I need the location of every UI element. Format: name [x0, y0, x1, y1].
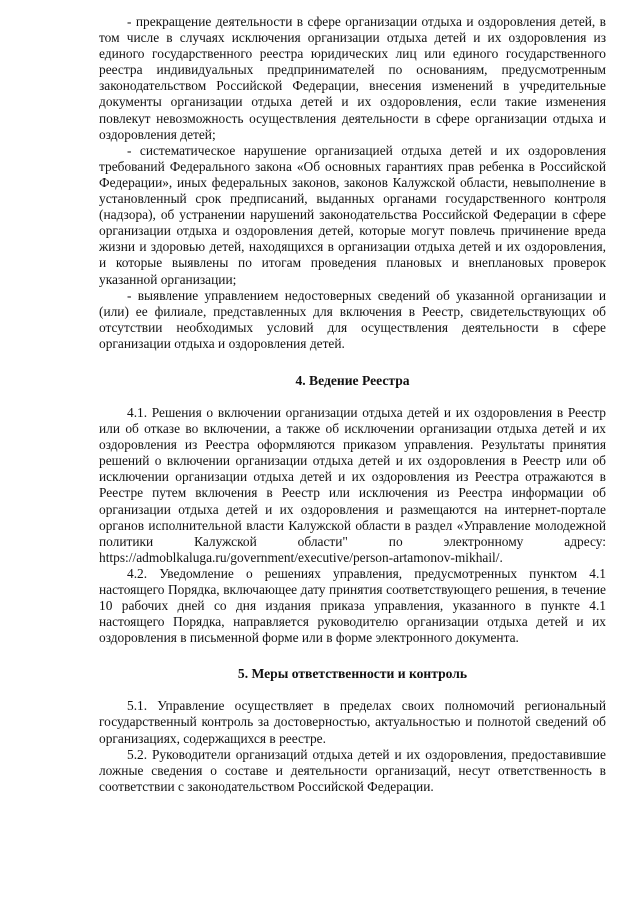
bullet-systematic-violation: - систематическое нарушение организацией отдыха детей и их оздоровления требований Федерального закона «Об основных гарантиях прав ребенка в Российской Федерации», иных федеральных законов, законов Калужской области, невыполнение в установленный срок предписаний, выданных органами государственного контроля (надзора), об устранении нарушений законодательства Российской Федерации в сфере организации отдыха и оздоровления детей, которые могут повлечь причинение вреда жизни и здоровью детей, находящихся в организации отдыха детей и их оздоровления, и которые выявлены по итогам проведения плановых и внеплановых проверок указанной организации;: [99, 142, 606, 287]
paragraph-5-1: 5.1. Управление осуществляет в пределах своих полномочий региональный государственный контроль за достоверностью, актуальностью и полнотой сведений об организациях, содержащихся в реестре.: [99, 698, 606, 746]
bullet-termination-of-activity: - прекращение деятельности в сфере организации отдыха и оздоровления детей, в том числе в случаях исключения организации отдыха детей и их оздоровления из единого государственного реестра юридических лиц или единого государственного реестра индивидуальных предпринимателей по основаниям, предусмотренным законодательством Российской Федерации, внесения изменений в учредительные документы организации отдыха детей и их оздоровления, если такие изменения повлекут невозможность осуществления деятельности в сфере организации отдыха и оздоровления детей;: [99, 14, 606, 142]
paragraph-4-1: 4.1. Решения о включении организации отдыха детей и их оздоровления в Реестр или об отказе во включении, а также об исключении организации отдыха детей и их оздоровления из Реестра оформляются приказом управления. Результаты принятия решений о включении организации отдыха детей и их оздоровления в Реестр или об исключении организации отдыха детей и их оздоровления из Реестра отражаются в Реестре путем включения в Реестр или исключения из Реестра информации об организации отдыха детей и их оздоровления и размещаются на интернет-портале органов исполнительной власти Калужской области в раздел «Управление молодежной политики Калужской области" по электронному адресу: https://admoblkaluga.ru/government/executive/person-artamonov-mikhail/.: [99, 404, 606, 565]
section-4-heading: 4. Ведение Реестра: [295, 372, 410, 388]
section-5-heading: 5. Меры ответственности и контроль: [237, 666, 468, 682]
paragraph-4-2: 4.2. Уведомление о решениях управления, предусмотренных пунктом 4.1 настоящего Порядка, включающее дату принятия соответствующего решения, в течение 10 рабочих дней со дня издания приказа управления, указанного в пункте 4.1 настоящего Порядка, направляется руководителю организации отдыха детей и их оздоровления в письменной форме или в форме электронного документа.: [99, 565, 606, 646]
paragraph-5-2: 5.2. Руководители организаций отдыха детей и их оздоровления, предоставившие ложные сведения о составе и деятельности организаций, несут ответственность в соответствии с законодательством Российской Федерации.: [99, 746, 606, 794]
bullet-false-information: - выявление управлением недостоверных сведений об указанной организации и (или) ее филиале, представленных для включения в Реестр, свидетельствующих об отсутствии необходимых условий для осуществления деятельности в сфере организации отдыха и оздоровления детей.: [99, 287, 606, 351]
